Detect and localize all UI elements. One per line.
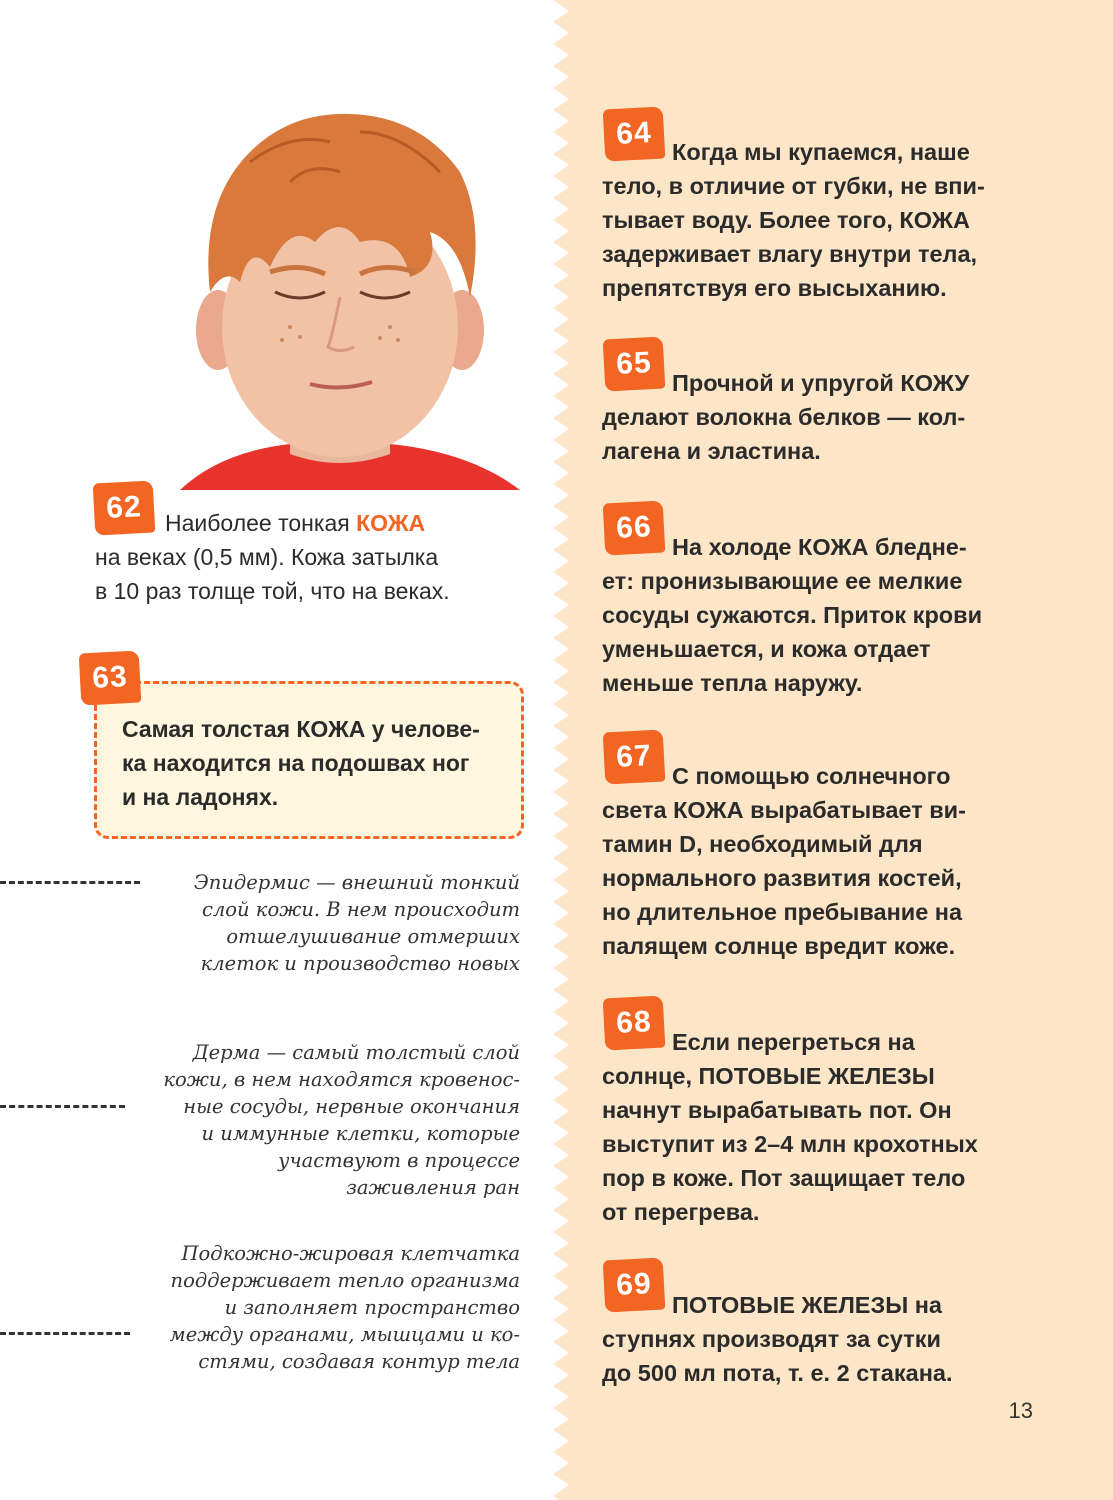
text-line: и иммунные клетки, которые — [201, 1122, 520, 1145]
fact-65-text — [602, 366, 969, 468]
text-line: На холоде КОЖА бледне- — [672, 534, 967, 560]
fact-number-badge: 69 — [603, 1257, 666, 1312]
text-line: препятствуя его высыханию. — [602, 275, 947, 301]
text-line: делают волокна белков — кол- — [602, 404, 966, 430]
fact-66-text — [602, 530, 982, 700]
text-line: клеток и производство новых — [200, 952, 520, 975]
text-line: Дерма — самый толстый слой — [192, 1041, 520, 1064]
text-line: палящем солнце вредит коже. — [602, 933, 956, 959]
text-line: Если перегреться на — [672, 1029, 915, 1055]
text-line: Эпидермис — внешний тонкий — [193, 871, 520, 894]
boy-photo — [140, 92, 540, 490]
fact-64-text — [602, 135, 985, 305]
leader-line — [0, 881, 140, 884]
dermis-caption — [163, 1039, 520, 1201]
text-line: Прочной и упругой КОЖУ — [672, 370, 970, 396]
fact-number-badge: 63 — [79, 650, 142, 705]
page-number: 13 — [1008, 1398, 1033, 1423]
text-line: тамин D, необходимый для — [602, 831, 923, 857]
text-line: меньше тепла наружу. — [602, 670, 863, 696]
fact-62-prefix: Наиболее тонкая — [165, 510, 357, 536]
keyword-highlight: КОЖА — [356, 510, 426, 536]
fact-63-box — [94, 681, 524, 839]
text-line: уменьшается, и кожа отдает — [602, 636, 931, 662]
text-line: тело, в отличие от губки, не впи- — [602, 173, 985, 199]
text-line: нормального развития костей, — [602, 865, 962, 891]
epidermis-caption — [194, 869, 520, 977]
fact-number-badge: 68 — [603, 995, 666, 1050]
fact-68-text — [602, 1025, 978, 1229]
text-line: пор в коже. Пот защищает тело — [602, 1165, 966, 1191]
text-line: до 500 мл пота, т. е. 2 стакана. — [602, 1360, 953, 1386]
subcutaneous-caption — [170, 1240, 520, 1375]
text-line: поддерживает тепло организма — [170, 1269, 520, 1292]
text-line: и на ладонях. — [122, 784, 279, 810]
fact-number-badge: 62 — [93, 480, 156, 535]
text-line: солнце, ПОТОВЫЕ ЖЕЛЕЗЫ — [602, 1063, 935, 1089]
fact-62-text — [95, 506, 450, 608]
text-line: участвуют в процессе — [278, 1149, 520, 1172]
text-line: Подкожно-жировая клетчатка — [181, 1242, 520, 1265]
text-line: начнут вырабатывать пот. Он — [602, 1097, 952, 1123]
text-line: выступит из 2–4 млн крохотных — [602, 1131, 978, 1157]
fact-63-text — [122, 712, 480, 814]
text-line: света КОЖА вырабатывает ви- — [602, 797, 966, 823]
text-line: от перегрева. — [602, 1199, 760, 1225]
text-line: тывает воду. Более того, КОЖА — [602, 207, 970, 233]
fact-number-badge: 66 — [603, 500, 666, 555]
fact-number-badge: 67 — [603, 729, 666, 784]
text-line: заживления ран — [346, 1176, 520, 1199]
text-line: ступнях производят за сутки — [602, 1326, 941, 1352]
fact-number-badge: 64 — [603, 106, 666, 161]
text-line: Самая толстая КОЖА у челове- — [122, 716, 480, 742]
text-line: слой кожи. В нем происходит — [201, 898, 520, 921]
text-line: и заполняет пространство — [224, 1296, 520, 1319]
text-line: но длительное пребывание на — [602, 899, 963, 925]
fact-69-text — [602, 1288, 952, 1390]
text-line: между органами, мышцами и ко- — [169, 1323, 520, 1346]
text-line: ет: пронизывающие ее мелкие — [602, 568, 963, 594]
zigzag-edge — [553, 0, 571, 1500]
text-line: на веках (0,5 мм). Кожа затылка — [95, 544, 439, 570]
fact-number-badge: 65 — [603, 336, 666, 391]
text-line: ка находится на подошвах ног — [122, 750, 470, 776]
text-line: кожи, в нем находятся кровенос- — [163, 1068, 520, 1091]
text-line: в 10 раз толще той, что на веках. — [95, 578, 450, 604]
text-line: задерживает влагу внутри тела, — [602, 241, 978, 267]
text-line: С помощью солнечного — [672, 763, 951, 789]
text-line: лагена и эластина. — [602, 438, 821, 464]
text-line: ные сосуды, нервные окончания — [183, 1095, 520, 1118]
leader-line — [0, 1332, 130, 1335]
text-line: отшелушивание отмерших — [226, 925, 520, 948]
text-line: Когда мы купаемся, наше — [672, 139, 970, 165]
leader-line — [0, 1105, 125, 1108]
text-line: сосуды сужаются. Приток крови — [602, 602, 983, 628]
text-line: ПОТОВЫЕ ЖЕЛЕЗЫ на — [672, 1292, 942, 1318]
fact-67-text — [602, 759, 966, 963]
text-line: стями, создавая контур тела — [198, 1350, 520, 1373]
